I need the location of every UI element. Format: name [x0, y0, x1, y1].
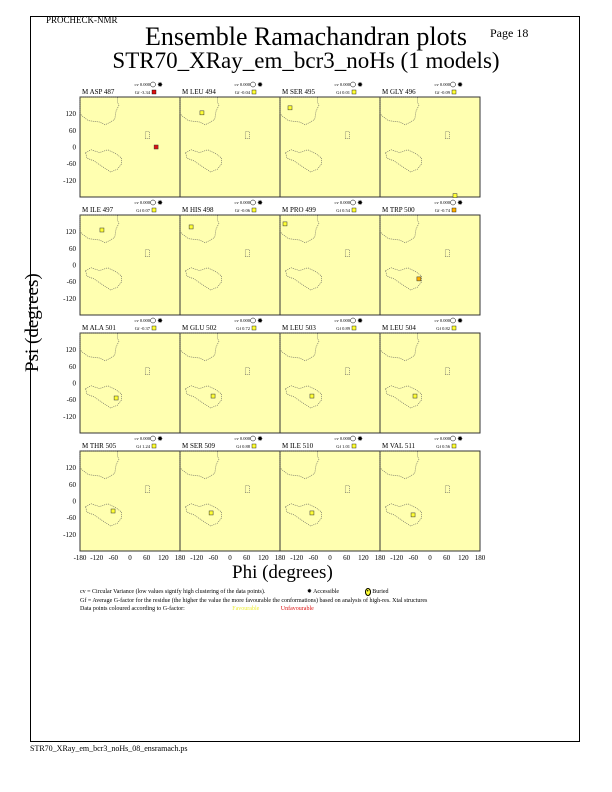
cv-value: cv 0.000 — [134, 200, 150, 205]
x-tick-label: -120 — [190, 554, 204, 562]
residue-label: M ASP 487 — [82, 88, 115, 96]
plot-area — [380, 451, 480, 551]
gf-colour-swatch — [152, 326, 156, 330]
data-point — [411, 513, 415, 517]
ramachandran-panel — [63, 435, 186, 562]
legend-colour: Data points coloured according to G-factor: — [80, 606, 185, 612]
data-point — [154, 145, 158, 149]
buried-icon: ✹ — [357, 317, 363, 325]
x-tick-label: -60 — [408, 554, 419, 562]
gf-colour-swatch — [252, 326, 256, 330]
gf-value: Gf -0.06 — [234, 208, 250, 213]
x-tick-label: 0 — [128, 554, 132, 562]
gf-value: Gf 0.07 — [136, 208, 150, 213]
cv-value: cv 0.000 — [434, 318, 450, 323]
gf-colour-swatch — [452, 444, 456, 448]
accessible-icon: ✸ — [457, 199, 463, 207]
data-point — [211, 394, 215, 398]
gf-value: Gf -0.37 — [134, 326, 150, 331]
residue-label: M PRO 499 — [282, 206, 316, 214]
clock-icon — [251, 82, 256, 87]
x-tick-label: -60 — [108, 554, 119, 562]
clock-icon — [351, 318, 356, 323]
ramachandran-panel — [180, 435, 286, 562]
x-tick-label: -120 — [90, 554, 104, 562]
data-point — [111, 509, 115, 513]
ramachandran-panel — [280, 81, 380, 197]
gf-colour-swatch — [352, 208, 356, 212]
buried-icon: ✹ — [257, 81, 263, 89]
y-tick-label: 120 — [65, 464, 76, 473]
y-tick-label: 60 — [69, 126, 76, 135]
data-point — [283, 222, 287, 226]
accessible-icon: ✸ — [157, 317, 163, 325]
x-tick-label: 60 — [143, 554, 151, 562]
ramachandran-panel — [63, 199, 180, 315]
cv-value: cv 0.000 — [434, 82, 450, 87]
legend-buried: Buried — [372, 589, 389, 595]
gf-value: Gf 0.54 — [336, 208, 350, 213]
y-axis-label: Psi (degrees) — [22, 273, 43, 372]
y-tick-label: -120 — [63, 294, 76, 303]
gf-value: Gf 1.01 — [336, 444, 350, 449]
residue-label: M LEU 503 — [282, 324, 316, 332]
clock-icon — [251, 200, 256, 205]
plot-area — [80, 215, 180, 315]
data-point — [209, 511, 213, 515]
buried-icon: ✹ — [357, 81, 363, 89]
y-tick-label: 0 — [72, 261, 76, 270]
x-tick-label: 180 — [474, 554, 486, 562]
accessible-icon: ✸ — [257, 317, 263, 325]
gf-colour-swatch — [452, 90, 456, 94]
residue-label: M LEU 494 — [182, 88, 216, 96]
gf-colour-swatch — [252, 444, 256, 448]
gf-value: Gf 0.72 — [236, 326, 250, 331]
x-tick-label: 180 — [374, 554, 386, 562]
page-subtitle: STR70_XRay_em_bcr3_noHs (1 models) — [112, 48, 500, 73]
clock-icon — [151, 200, 156, 205]
gf-colour-swatch — [252, 90, 256, 94]
cv-value: cv 0.000 — [334, 82, 350, 87]
ramachandran-panel — [280, 317, 380, 433]
data-point — [189, 225, 193, 229]
residue-label: M ALA 501 — [82, 324, 116, 332]
residue-label: M GLY 496 — [382, 88, 416, 96]
legend-accessible: Accessible — [313, 589, 340, 595]
data-point — [413, 394, 417, 398]
gf-colour-swatch — [352, 326, 356, 330]
x-axis-label: Phi (degrees) — [232, 562, 333, 583]
residue-label: M VAL 511 — [382, 442, 416, 450]
page-number: Page 18 — [490, 26, 529, 40]
y-tick-label: 120 — [65, 110, 76, 119]
clock-icon — [151, 318, 156, 323]
gf-colour-swatch — [152, 444, 156, 448]
y-tick-label: -120 — [63, 530, 76, 539]
accessible-icon: ✸ — [357, 435, 363, 443]
x-tick-label: 180 — [174, 554, 186, 562]
gf-colour-swatch — [452, 326, 456, 330]
plot-area — [80, 451, 180, 551]
residue-label: M SER 509 — [182, 442, 216, 450]
y-tick-label: 60 — [69, 480, 76, 489]
x-tick-label: 120 — [158, 554, 169, 562]
clock-icon — [151, 436, 156, 441]
x-tick-label: 0 — [328, 554, 332, 562]
ramachandran-panel — [280, 199, 380, 315]
ramachandran-panel — [280, 435, 386, 562]
gf-colour-swatch — [152, 90, 156, 94]
clock-icon — [451, 436, 456, 441]
plot-area — [180, 97, 280, 197]
y-tick-label: 60 — [69, 362, 76, 371]
gf-colour-swatch — [352, 90, 356, 94]
ramachandran-panel — [63, 81, 180, 197]
plot-area — [280, 333, 380, 433]
plot-area — [280, 97, 380, 197]
cv-value: cv 0.000 — [234, 436, 250, 441]
plot-area — [180, 215, 280, 315]
y-tick-label: 0 — [72, 379, 76, 388]
accessible-icon: ✸ — [157, 435, 163, 443]
accessible-icon: ✸ — [157, 81, 163, 89]
x-tick-label: -60 — [208, 554, 219, 562]
x-tick-label: 0 — [228, 554, 232, 562]
ramachandran-panel — [63, 317, 180, 433]
ramachandran-panel — [380, 81, 480, 198]
y-tick-label: -120 — [63, 176, 76, 185]
accessible-icon: ✸ — [457, 435, 463, 443]
data-point — [200, 111, 204, 115]
cv-value: cv 0.000 — [134, 436, 150, 441]
cv-value: cv 0.000 — [434, 200, 450, 205]
cv-value: cv 0.000 — [234, 82, 250, 87]
data-point — [453, 194, 457, 198]
y-tick-label: 0 — [72, 497, 76, 506]
gf-value: Gf -0.74 — [434, 208, 450, 213]
gf-value: Gf -3.34 — [134, 90, 150, 95]
gf-value: Gf 0.01 — [336, 90, 350, 95]
x-tick-label: 60 — [343, 554, 351, 562]
legend-unfavourable: Unfavourable — [280, 606, 314, 612]
accessible-icon: ✸ — [306, 589, 312, 595]
x-tick-label: 120 — [258, 554, 269, 562]
y-tick-label: 120 — [65, 228, 76, 237]
cv-value: cv 0.000 — [334, 436, 350, 441]
clock-icon — [251, 318, 256, 323]
cv-value: cv 0.000 — [334, 200, 350, 205]
gf-colour-swatch — [452, 208, 456, 212]
buried-icon: ✹ — [457, 317, 463, 325]
cv-value: cv 0.000 — [434, 436, 450, 441]
page-title: Ensemble Ramachandran plots — [144, 22, 468, 51]
file-name: STR70_XRay_em_bcr3_noHs_08_ensramach.ps — [30, 744, 188, 753]
plot-area — [280, 215, 380, 315]
residue-label: M HIS 498 — [182, 206, 214, 214]
ramachandran-panel — [180, 81, 280, 197]
y-tick-label: -60 — [66, 396, 76, 405]
data-point — [288, 106, 292, 110]
residue-label: M TRP 500 — [382, 206, 415, 214]
x-tick-label: -180 — [73, 554, 87, 562]
clock-icon — [351, 436, 356, 441]
accessible-icon: ✸ — [357, 199, 363, 207]
plot-area — [80, 97, 180, 197]
clock-icon — [351, 82, 356, 87]
x-tick-label: 60 — [443, 554, 451, 562]
gf-value: Gf 0.89 — [336, 326, 350, 331]
residue-label: M GLU 502 — [182, 324, 217, 332]
buried-icon: ✹ — [457, 81, 463, 89]
ramachandran-panel — [180, 317, 280, 433]
plot-area — [380, 333, 480, 433]
ramachandran-panel — [180, 199, 280, 315]
plot-area — [280, 451, 380, 551]
accessible-icon: ✸ — [257, 199, 263, 207]
accessible-icon: ✸ — [157, 199, 163, 207]
accessible-icon: ✸ — [257, 435, 263, 443]
y-tick-label: 120 — [65, 346, 76, 355]
clock-icon — [351, 200, 356, 205]
program-name: PROCHECK-NMR — [46, 15, 118, 25]
residue-label: M THR 505 — [82, 442, 117, 450]
cv-value: cv 0.000 — [134, 318, 150, 323]
clock-icon — [251, 436, 256, 441]
gf-colour-swatch — [152, 208, 156, 212]
gf-value: Gf 0.56 — [436, 444, 450, 449]
y-tick-label: -120 — [63, 412, 76, 421]
x-tick-label: -60 — [308, 554, 319, 562]
x-tick-label: 180 — [274, 554, 286, 562]
clock-icon — [451, 318, 456, 323]
y-tick-label: 0 — [72, 143, 76, 152]
residue-label: M SER 495 — [282, 88, 316, 96]
legend-gf: Gf = Average G-factor for the residue (the higher the value the more favourable the conformations) based on analysis of high-res. Xtal structures — [80, 597, 428, 604]
ramachandran-panel — [380, 435, 486, 562]
data-point — [310, 394, 314, 398]
cv-value: cv 0.000 — [334, 318, 350, 323]
x-tick-label: -120 — [290, 554, 304, 562]
x-tick-label: 120 — [458, 554, 469, 562]
x-tick-label: -120 — [390, 554, 404, 562]
data-point — [417, 277, 421, 281]
gf-colour-swatch — [352, 444, 356, 448]
gf-value: Gf -0.04 — [234, 90, 250, 95]
y-tick-label: 60 — [69, 244, 76, 253]
gf-colour-swatch — [252, 208, 256, 212]
data-point — [114, 396, 118, 400]
legend — [80, 588, 427, 614]
clock-icon — [451, 200, 456, 205]
plot-area — [380, 97, 480, 197]
plot-area — [180, 451, 280, 551]
cv-value: cv 0.000 — [134, 82, 150, 87]
gf-value: Gf 0.82 — [436, 326, 450, 331]
ramachandran-panel — [380, 199, 480, 315]
legend-cv: cv = Circular Variance (low values signify high clustering of the data points). — [80, 589, 266, 595]
clock-icon — [151, 82, 156, 87]
buried-icon: • — [366, 589, 369, 595]
ramachandran-panel — [380, 317, 480, 433]
plot-area — [180, 333, 280, 433]
residue-label: M ILE 497 — [82, 206, 114, 214]
plot-area — [380, 215, 480, 315]
x-tick-label: 0 — [428, 554, 432, 562]
data-point — [100, 228, 104, 232]
y-tick-label: -60 — [66, 160, 76, 169]
x-tick-label: 120 — [358, 554, 369, 562]
residue-label: M LEU 504 — [382, 324, 416, 332]
cv-value: cv 0.000 — [234, 200, 250, 205]
clock-icon — [451, 82, 456, 87]
residue-label: M ILE 510 — [282, 442, 314, 450]
gf-value: Gf 1.24 — [136, 444, 150, 449]
cv-value: cv 0.000 — [234, 318, 250, 323]
legend-favourable: Favourable — [232, 606, 260, 612]
y-tick-label: -60 — [66, 278, 76, 287]
plot-area — [80, 333, 180, 433]
y-tick-label: -60 — [66, 514, 76, 523]
gf-value: Gf 0.88 — [236, 444, 250, 449]
gf-value: Gf -0.09 — [434, 90, 450, 95]
data-point — [310, 511, 314, 515]
x-tick-label: 60 — [243, 554, 251, 562]
